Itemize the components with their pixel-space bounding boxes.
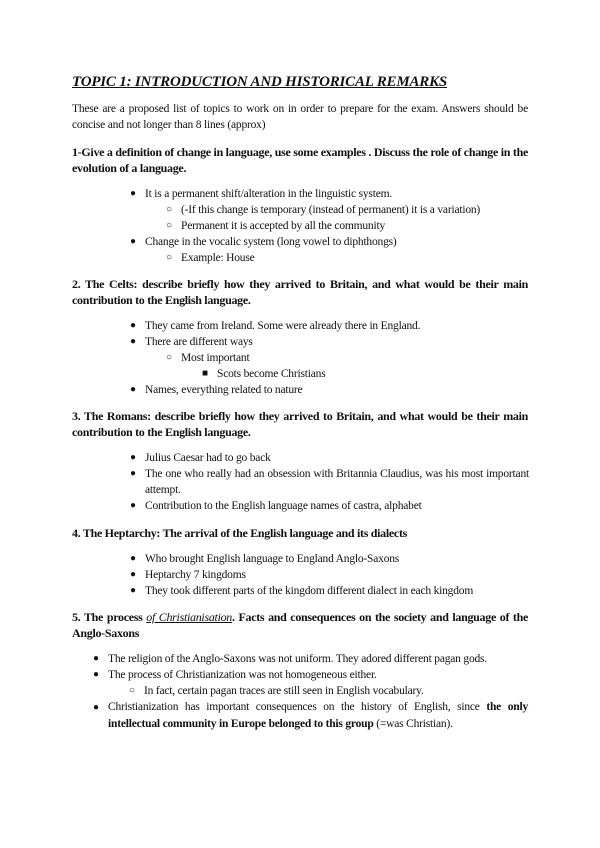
list-item: ● Change in the vocalic system (long vowel to diphthongs) (130, 236, 397, 248)
question-3-heading: 3. The Romans: describe briefly how they arrived to Britain, and what would be their main contribution to the English language. (72, 409, 528, 439)
list-item: ● They took different parts of the kingdom different dialect in each kingdom (130, 585, 474, 597)
list-item: ● Who brought English language to England Anglo-Saxons (130, 553, 400, 565)
list-item: ● The process of Christianization was not homogeneous either. (93, 669, 377, 681)
bullet-icon: ● (130, 320, 136, 331)
bullet-icon: ● (130, 553, 136, 564)
list-item: ● The one who really had an obsession with Britannia Claudius, was his most important attempt. (130, 468, 529, 496)
list-item: ● Heptarchy 7 kingdoms (130, 569, 246, 581)
list-item: ○ Most important (166, 352, 250, 364)
list-item: ● Christianization has important consequences on the history of English, since the only intellectual community in Europe belonged to this group (=was Christian). (93, 701, 528, 730)
question-2-list (130, 318, 529, 398)
list-item: ● The religion of the Anglo-Saxons was not uniform. They adored different pagan gods. (93, 653, 487, 665)
bullet-icon: ● (93, 702, 99, 713)
bullet-icon: ● (130, 585, 136, 596)
bullet-icon: ● (130, 569, 136, 580)
question-5-heading: 5. The process of Christianisation. Facts and consequences on the society and language of the Anglo-Saxons (72, 610, 529, 640)
bullet-icon: ● (130, 384, 136, 395)
list-item: ● Contribution to the English language names of castra, alphabet (130, 500, 422, 512)
intro-paragraph: These are a proposed list of topics to work on in order to prepare for the exam. Answers should be concise and not longer than 8 lines (approx) (72, 103, 528, 131)
list-item: ○ (-If this change is temporary (instead of permanent) it is a variation) (166, 204, 481, 216)
question-1-list (130, 186, 529, 266)
list-item: ● There are different ways (130, 336, 253, 348)
bullet-icon: ● (130, 468, 136, 479)
bullet-icon: ● (93, 669, 99, 680)
circle-bullet-icon: ○ (166, 352, 172, 363)
question-4-heading: 4. The Heptarchy: The arrival of the English language and its dialects (72, 526, 408, 540)
question-4-list (130, 551, 529, 599)
question-1-heading: 1-Give a definition of change in language, use some examples . Discuss the role of change in the evolution of a language. (72, 145, 528, 175)
list-item: ● They came from Ireland. Some were already there in England. (130, 320, 421, 332)
circle-bullet-icon: ○ (129, 685, 135, 696)
circle-bullet-icon: ○ (166, 204, 172, 215)
list-item: ● It is a permanent shift/alteration in the linguistic system. (130, 188, 393, 200)
list-item: ○ Permanent it is accepted by all the community (166, 220, 386, 232)
circle-bullet-icon: ○ (166, 252, 172, 263)
question-5-list (93, 651, 528, 733)
list-item: ● Names, everything related to nature (130, 384, 303, 396)
question-3-list (130, 450, 529, 514)
christianisation-link-text: of Christianisation (146, 610, 233, 624)
circle-bullet-icon: ○ (166, 220, 172, 231)
bullet-icon: ● (130, 188, 136, 199)
bullet-icon: ● (130, 452, 136, 463)
page-title: TOPIC 1: INTRODUCTION AND HISTORICAL REMARKS (72, 74, 448, 90)
square-bullet-icon: ■ (202, 368, 208, 379)
list-item: ■ Scots become Christians (202, 368, 326, 380)
bullet-icon: ● (130, 500, 136, 511)
list-item: ○ Example: House (166, 252, 255, 264)
bullet-icon: ● (93, 653, 99, 664)
bullet-icon: ● (130, 236, 136, 247)
list-item: ● Julius Caesar had to go back (130, 452, 271, 464)
bullet-icon: ● (130, 336, 136, 347)
question-2-heading: 2. The Celts: describe briefly how they arrived to Britain, and what would be their main contribution to the English language. (72, 277, 528, 307)
list-item: ○ In fact, certain pagan traces are still seen in English vocabulary. (129, 685, 424, 697)
